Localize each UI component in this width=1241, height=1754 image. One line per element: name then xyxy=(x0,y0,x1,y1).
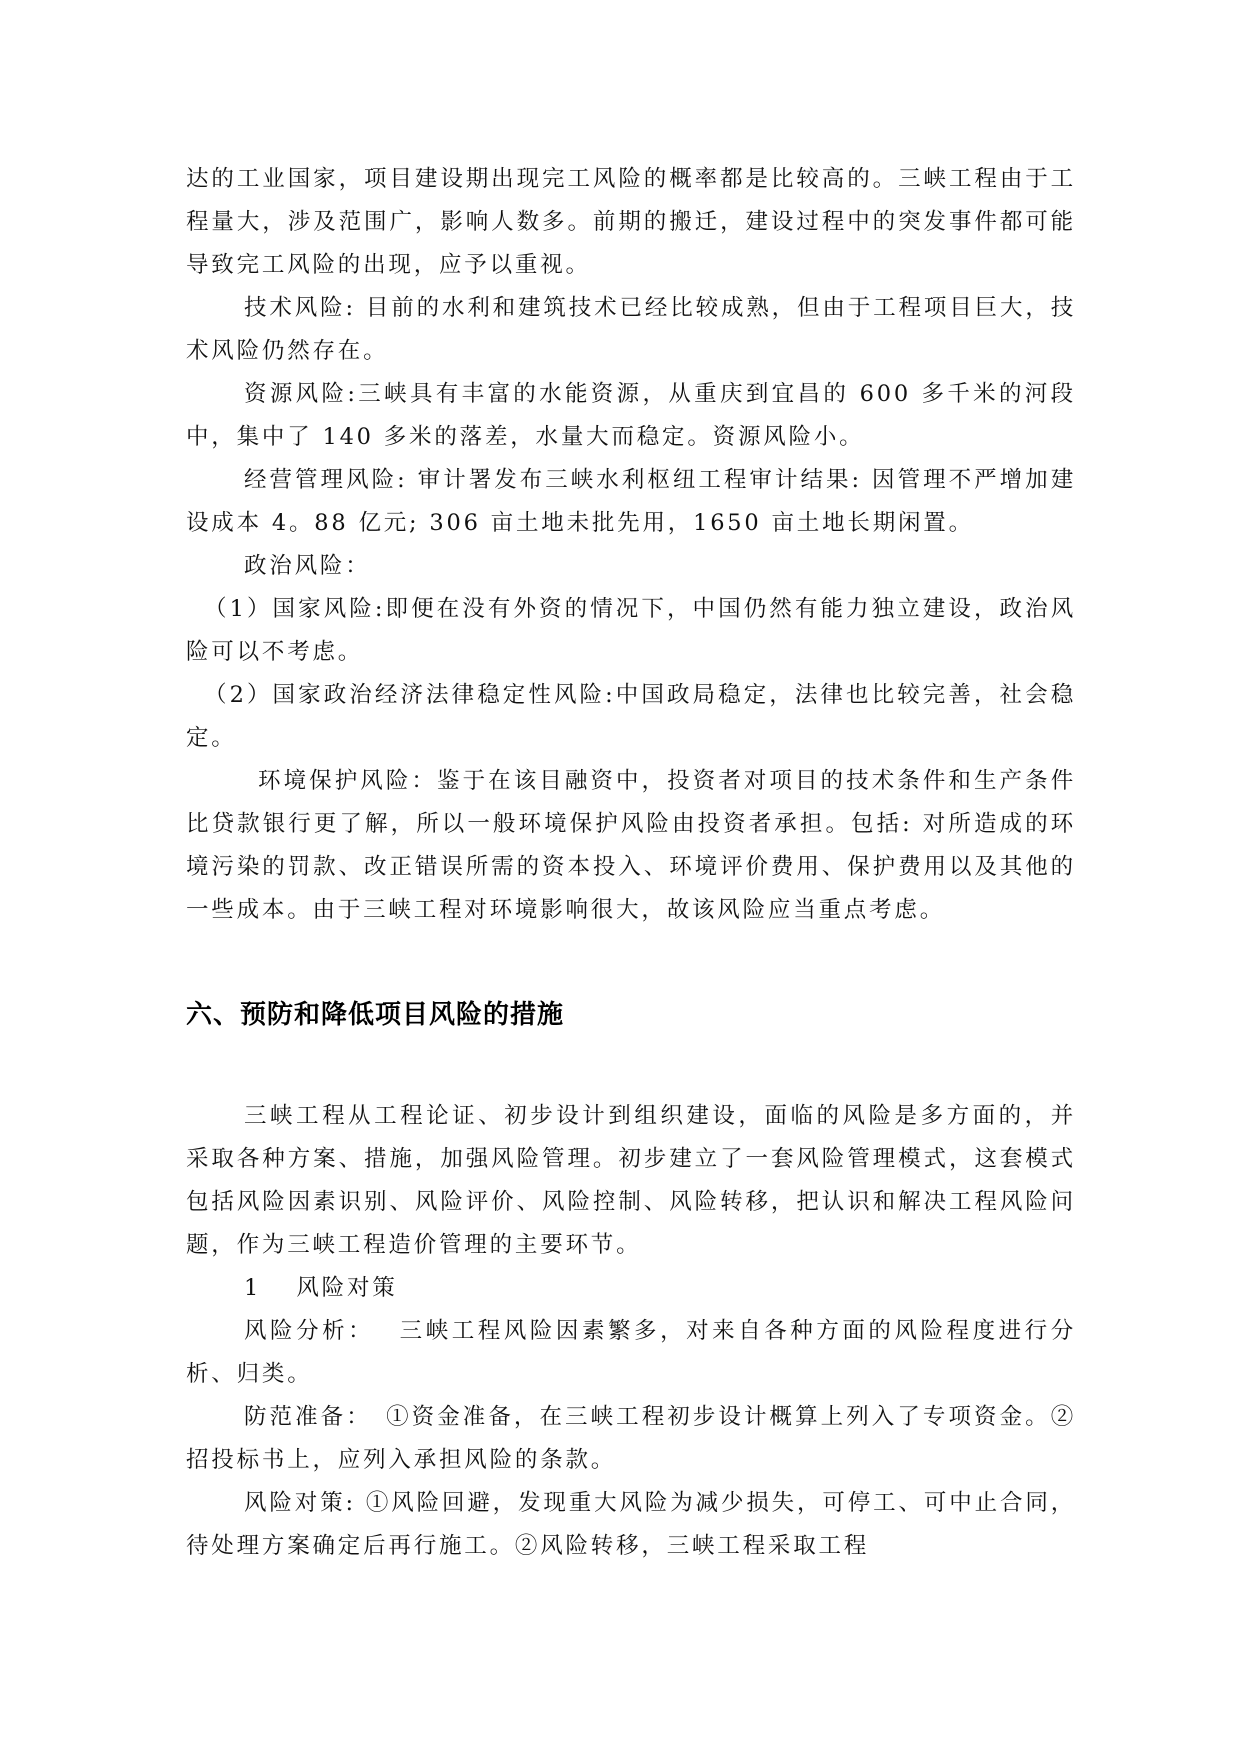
paragraph-risk-analysis: 风险分析： 三峡工程风险因素繁多，对来自各种方面的风险程度进行分析、归类。 xyxy=(186,1318,1076,1387)
subheading-risk-countermeasures: 1 风险对策 xyxy=(244,1275,398,1301)
paragraph-technical-risk: 技术风险: 目前的水利和建筑技术已经比较成熟，但由于工程项目巨大，技术风险仍然存在。 xyxy=(186,295,1076,364)
paragraph-risk-countermeasure-detail: 风险对策: ①风险回避，发现重大风险为减少损失，可停工、可中止合同，待处理方案确定后再行施工。②风险转移，三峡工程采取工程 xyxy=(186,1490,1076,1559)
paragraph-environment-risk: 环境保护风险：鉴于在该目融资中，投资者对项目的技术条件和生产条件比贷款银行更了解，所以一般环境保护风险由投资者承担。包括: 对所造成的环境污染的罚款、改正错误所需的资本投入、环境评价费用、保护费用以及其他的一些成本。由于三峡工程对环境影响很大，故该风险应当重点考虑。 xyxy=(186,768,1076,923)
paragraph-management-risk: 经营管理风险: 审计署发布三峡水利枢纽工程审计结果: 因管理不严增加建设成本 4。88 亿元; 306 亩土地未批先用，1650 亩土地长期闲置。 xyxy=(186,467,1076,536)
document-body xyxy=(186,158,1076,1568)
paragraph-stability-risk: （2）国家政治经济法律稳定性风险:中国政局稳定，法律也比较完善，社会稳定。 xyxy=(186,682,1076,751)
section-heading: 六、预防和降低项目风险的措施 xyxy=(186,1000,565,1030)
paragraph-political-risk: 政治风险： xyxy=(244,553,371,579)
paragraph-national-risk: （1）国家风险:即便在没有外资的情况下，中国仍然有能力独立建设，政治风险可以不考虑。 xyxy=(186,596,1076,665)
paragraph-risk-management-intro: 三峡工程从工程论证、初步设计到组织建设，面临的风险是多方面的，并采取各种方案、措施，加强风险管理。初步建立了一套风险管理模式，这套模式包括风险因素识别、风险评价、风险控制、风险转移，把认识和解决工程风险问题，作为三峡工程造价管理的主要环节。 xyxy=(186,1103,1076,1258)
paragraph-completion-risk: 达的工业国家，项目建设期出现完工风险的概率都是比较高的。三峡工程由于工程量大，涉及范围广，影响人数多。前期的搬迁，建设过程中的突发事件都可能导致完工风险的出现，应予以重视。 xyxy=(186,166,1076,278)
paragraph-resource-risk: 资源风险:三峡具有丰富的水能资源，从重庆到宜昌的 600 多千米的河段中，集中了 140 多米的落差，水量大而稳定。资源风险小。 xyxy=(186,381,1076,450)
paragraph-prevention-preparation: 防范准备： ①资金准备，在三峡工程初步设计概算上列入了专项资金。②招投标书上，应列入承担风险的条款。 xyxy=(186,1404,1076,1473)
